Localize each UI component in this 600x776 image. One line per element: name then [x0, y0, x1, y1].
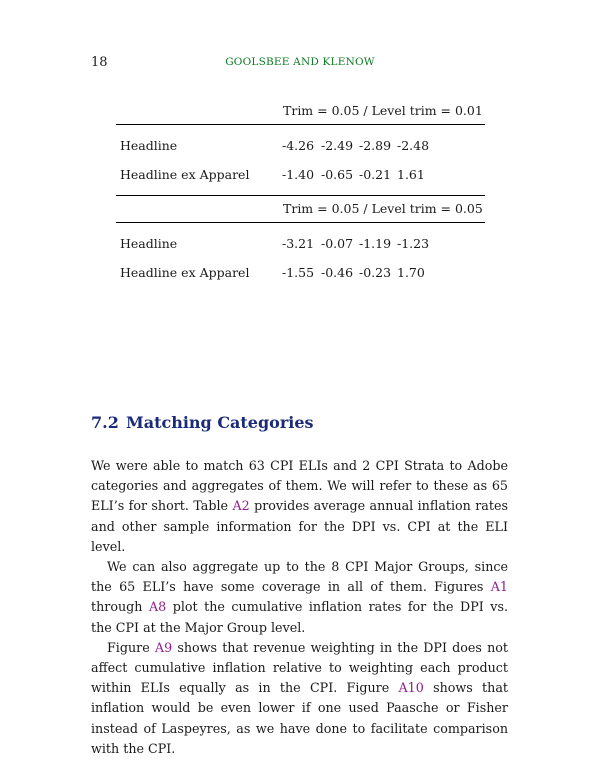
table-cell: -1.23	[397, 236, 430, 251]
section-heading	[91, 413, 314, 432]
table-cell: -1.19	[359, 236, 392, 251]
figure-ref-link[interactable]: A9	[154, 639, 173, 655]
paragraph: We can also aggregate up to the 8 CPI Major Groups, since the 65 ELI’s have some coverage in all of them. Figures A1 through A8 plot the cumulative inflation rates for the DPI vs. the CPI at the Major Group level.	[91, 559, 508, 635]
table-cell: -0.21	[359, 167, 392, 182]
section-title: Matching Categories	[126, 413, 314, 432]
table-cell: -0.46	[321, 265, 354, 280]
table-cell: -1.55	[282, 265, 315, 280]
figure-ref-link[interactable]: A10	[398, 680, 424, 696]
table-cell: -0.65	[321, 167, 354, 182]
paragraph: Figure A9 shows that revenue weighting in the DPI does not affect cumulative inflation relative to weighting each product within ELIs equally as in the CPI. Figure A10 shows that inflation would be even lower if one used Paasche or Fisher instead of Laspeyres, as we have done to facilitate comparison with the CPI.	[91, 639, 509, 756]
page-header	[0, 55, 600, 71]
row-label: Headline ex Apparel	[120, 167, 250, 182]
figure-ref-link[interactable]: A8	[148, 599, 167, 615]
figure-ref-link[interactable]: A1	[490, 579, 508, 595]
table-cell: -1.40	[282, 167, 315, 182]
table-cell: -2.49	[321, 138, 354, 153]
table-cell: 1.61	[397, 167, 425, 182]
body-text	[91, 456, 508, 759]
running-title: GOOLSBEE AND KLENOW	[225, 56, 375, 68]
table-row	[116, 229, 485, 258]
table-cell: -0.07	[321, 236, 354, 251]
table-row	[116, 131, 485, 160]
section-number: 7.2	[91, 413, 119, 432]
table-cell: -0.23	[359, 265, 392, 280]
row-label: Headline	[120, 236, 178, 251]
table-cell: 1.70	[397, 265, 425, 280]
page-number: 18	[91, 55, 108, 70]
table-group-heading: Trim = 0.05 / Level trim = 0.01	[283, 103, 483, 118]
table-row	[116, 160, 485, 189]
row-label: Headline ex Apparel	[120, 265, 250, 280]
table-cell: -2.48	[397, 138, 430, 153]
table-cell: -4.26	[282, 138, 315, 153]
row-label: Headline	[120, 138, 178, 153]
table-row	[116, 258, 485, 287]
results-table	[116, 98, 485, 287]
paragraph: We were able to match 63 CPI ELIs and 2 CPI Strata to Adobe categories and aggregates of them. We will refer to these as 65 ELI’s for short. Table A2 provides average annual inflation rates and other sample information for the DPI vs. CPI at the ELI level.	[91, 458, 508, 554]
table-cell: -2.89	[359, 138, 392, 153]
table-cell: -3.21	[282, 236, 315, 251]
table-ref-link[interactable]: A2	[232, 498, 250, 514]
table-group-heading: Trim = 0.05 / Level trim = 0.05	[283, 201, 483, 216]
